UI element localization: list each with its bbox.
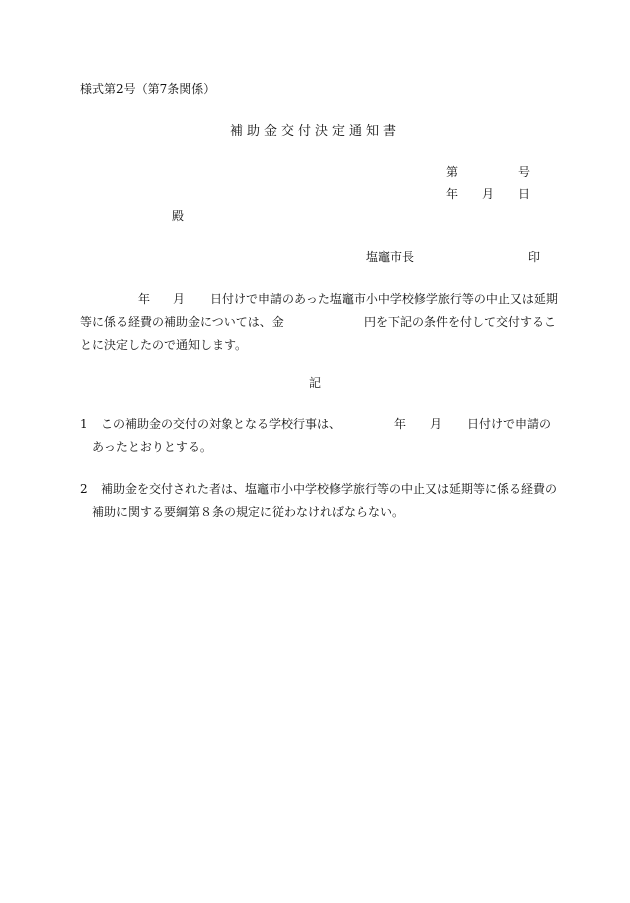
item-1-line-2: あったとおりとする。 [92,440,212,454]
item-2-line-2: 補助に関する要綱第８条の規定に従わなければならない。 [92,505,405,519]
item-2-number: 2 [80,482,88,496]
date-month: 月 [482,187,495,201]
body-line-2-text-b: 円を下記の条件を付して交付するこ [364,315,557,329]
issue-number-suffix: 号 [518,165,531,179]
date-day: 日 [518,187,531,201]
issue-number-prefix: 第 [446,165,459,179]
body-line-2-text-a: 等に係る経費の補助金については、金 [80,315,284,329]
addressee-suffix: 殿 [172,209,185,223]
form-number: 様式第2号（第7条関係） [80,82,216,96]
body-line-1-text: 日付けで申請のあった塩竈市小中学校修学旅行等の中止又は延期 [210,292,558,306]
item-1-year: 年 [394,417,407,431]
sender-name: 塩竈市長 [366,250,415,264]
item-1-month: 月 [430,417,443,431]
date-year: 年 [446,187,459,201]
seal-mark: 印 [528,250,541,264]
document-title: 補助金交付決定通知書 [229,124,400,139]
item-1-text-a: この補助金の交付の対象となる学校行事は、 [101,417,342,431]
item-1-text-c: 日付けで申請の [467,417,552,431]
body-line-1-year: 年 [138,292,151,306]
body-line-1-month: 月 [173,292,186,306]
item-2-line-1: 補助金を交付された者は、塩竈市小中学校修学旅行等の中止又は延期等に係る経費の [101,482,558,496]
item-1-number: 1 [80,417,88,431]
ki-heading: 記 [308,376,321,390]
body-line-3: とに決定したので通知します。 [80,338,248,352]
